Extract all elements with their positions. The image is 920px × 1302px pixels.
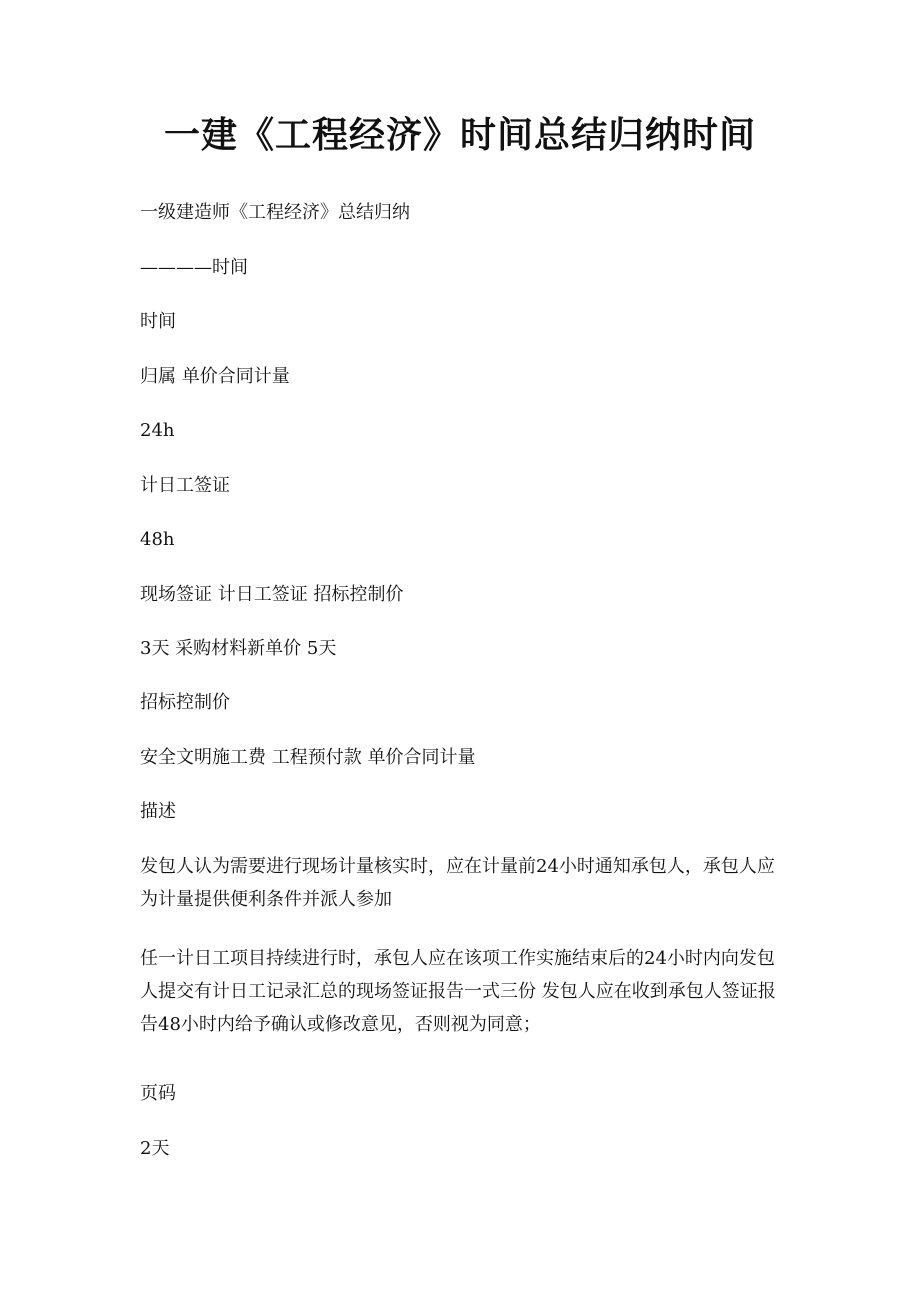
paragraph: 招标控制价 [140, 692, 230, 713]
paragraph: 48h [140, 529, 175, 550]
paragraph: 3天 采购材料新单价 5天 [140, 638, 337, 659]
paragraph: 计日工签证 [140, 475, 230, 496]
paragraph: 24h [140, 420, 175, 441]
paragraph: 现场签证 计日工签证 招标控制价 [140, 584, 404, 605]
paragraph: ————时间 [140, 257, 248, 278]
document-title: 一建《工程经济》时间总结归纳时间 [163, 114, 756, 156]
paragraph: 描述 [140, 801, 176, 822]
paragraph: 归属 单价合同计量 [140, 366, 290, 387]
paragraph: 安全文明施工费 工程预付款 单价合同计量 [140, 747, 476, 768]
paragraph: 时间 [140, 311, 176, 332]
paragraph: 2天 [140, 1138, 170, 1159]
paragraph: 页码 [140, 1083, 176, 1104]
paragraph: 一级建造师《工程经济》总结归纳 [140, 202, 410, 223]
paragraph: 任一计日工项目持续进行时，承包人应在该项工作实施结束后的24小时内向发包人提交有计日工记录汇总的现场签证报告一式三份 发包人应在收到承包人签证报告48小时内给予确认或修改意见，否则视为同意； [140, 948, 776, 1035]
paragraph: 发包人认为需要进行现场计量核实时，应在计量前24小时通知承包人，承包人应为计量提供便利条件并派人参加 [140, 856, 775, 910]
